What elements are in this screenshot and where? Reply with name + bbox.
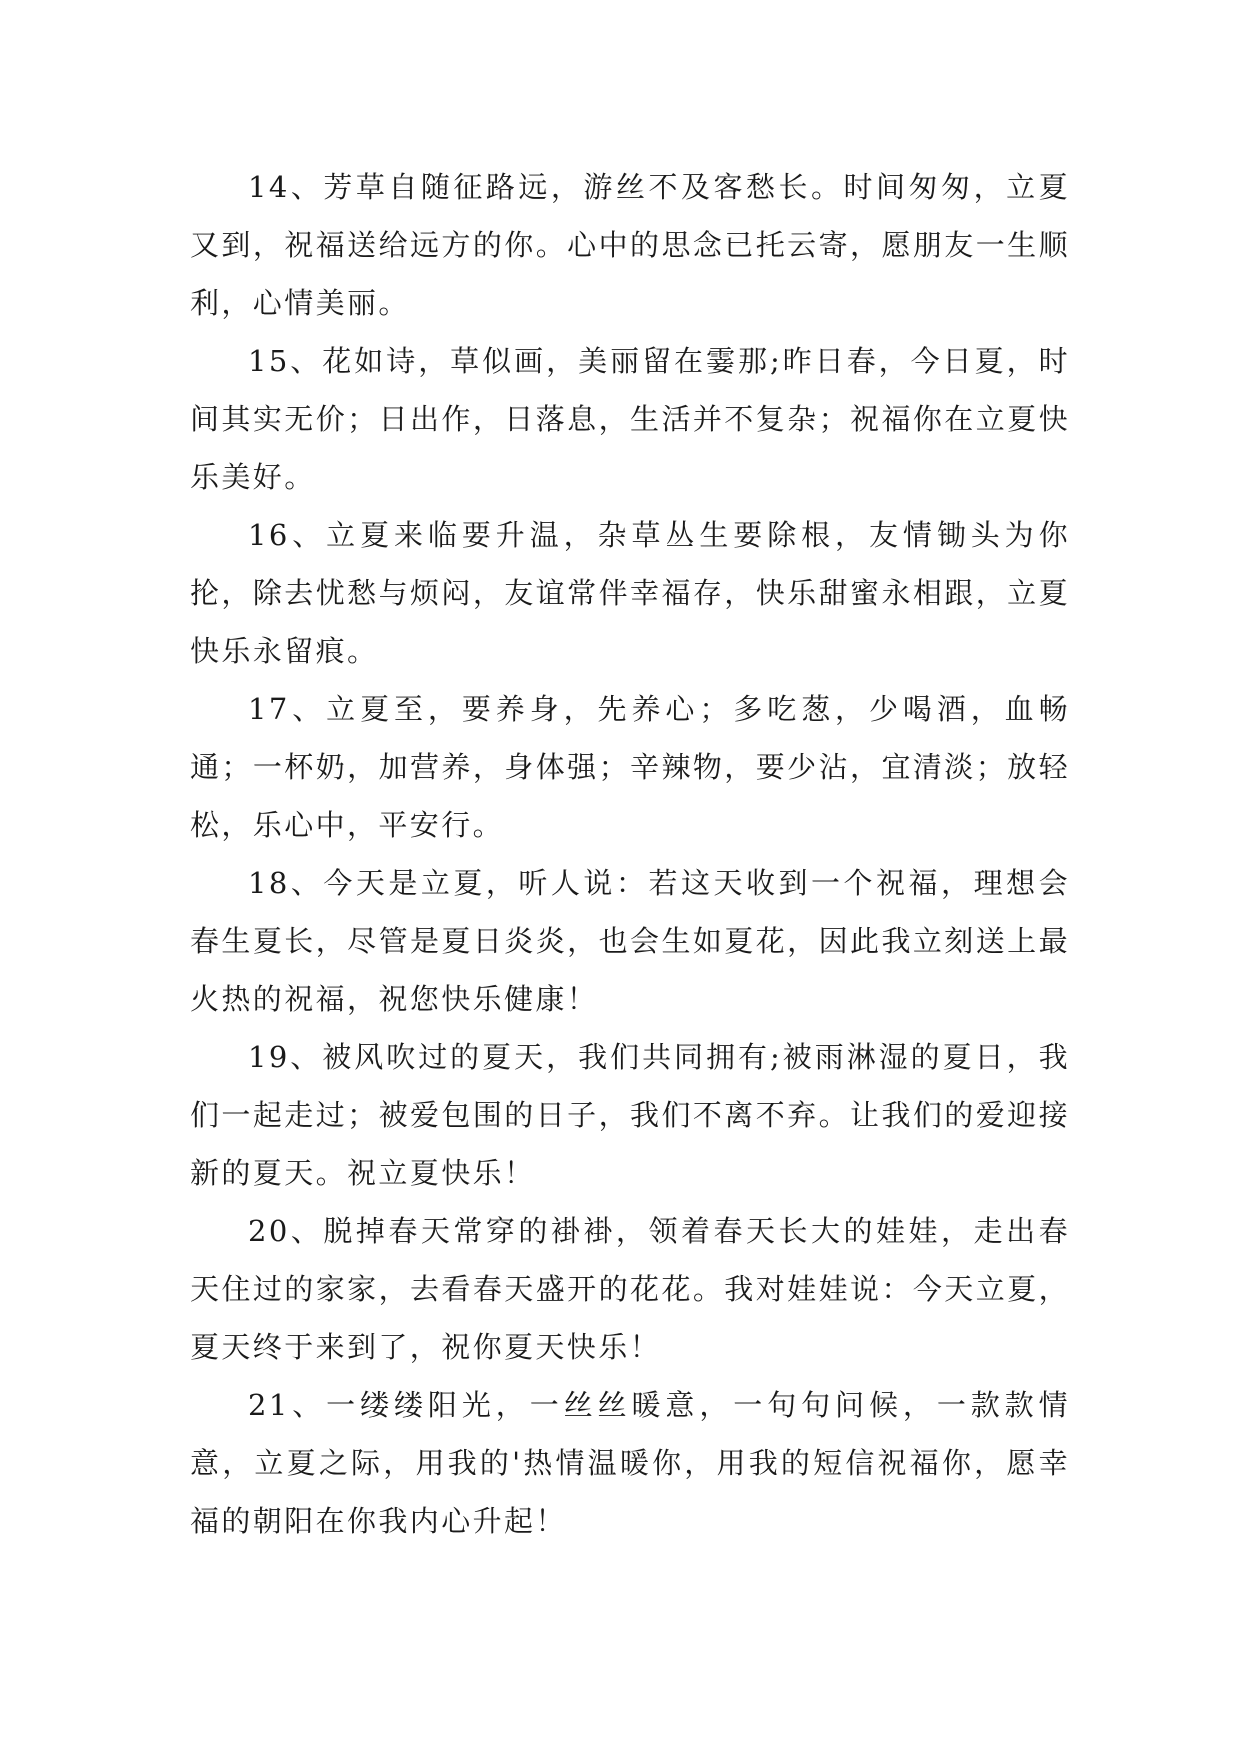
paragraph-14: 14、芳草自随征路远，游丝不及客愁长。时间匆匆，立夏又到，祝福送给远方的你。心中的思念已托云寄，愿朋友一生顺利，心情美丽。 (190, 170, 1070, 320)
document-body (190, 158, 1070, 1550)
paragraph-19: 19、被风吹过的夏天，我们共同拥有;被雨淋湿的夏日，我们一起走过；被爱包围的日子，我们不离不弃。让我们的爱迎接新的夏天。祝立夏快乐！ (190, 1040, 1070, 1190)
paragraph-20: 20、脱掉春天常穿的褂褂，领着春天长大的娃娃，走出春天住过的家家，去看春天盛开的花花。我对娃娃说：今天立夏，夏天终于来到了，祝你夏天快乐！ (190, 1214, 1070, 1364)
paragraph-18: 18、今天是立夏，听人说：若这天收到一个祝福，理想会春生夏长，尽管是夏日炎炎，也会生如夏花，因此我立刻送上最火热的祝福，祝您快乐健康！ (190, 866, 1070, 1016)
paragraph-15: 15、花如诗，草似画，美丽留在霎那;昨日春，今日夏，时间其实无价；日出作，日落息，生活并不复杂；祝福你在立夏快乐美好。 (190, 344, 1070, 494)
paragraph-21: 21、一缕缕阳光，一丝丝暖意，一句句问候，一款款情意，立夏之际，用我的'热情温暖你，用我的短信祝福你，愿幸福的朝阳在你我内心升起！ (190, 1388, 1070, 1538)
paragraph-16: 16、立夏来临要升温，杂草丛生要除根，友情锄头为你抡，除去忧愁与烦闷，友谊常伴幸福存，快乐甜蜜永相跟，立夏快乐永留痕。 (190, 518, 1070, 668)
paragraph-17: 17、立夏至，要养身，先养心；多吃葱，少喝酒，血畅通；一杯奶，加营养，身体强；辛辣物，要少沾，宜清淡；放轻松，乐心中，平安行。 (190, 692, 1070, 842)
